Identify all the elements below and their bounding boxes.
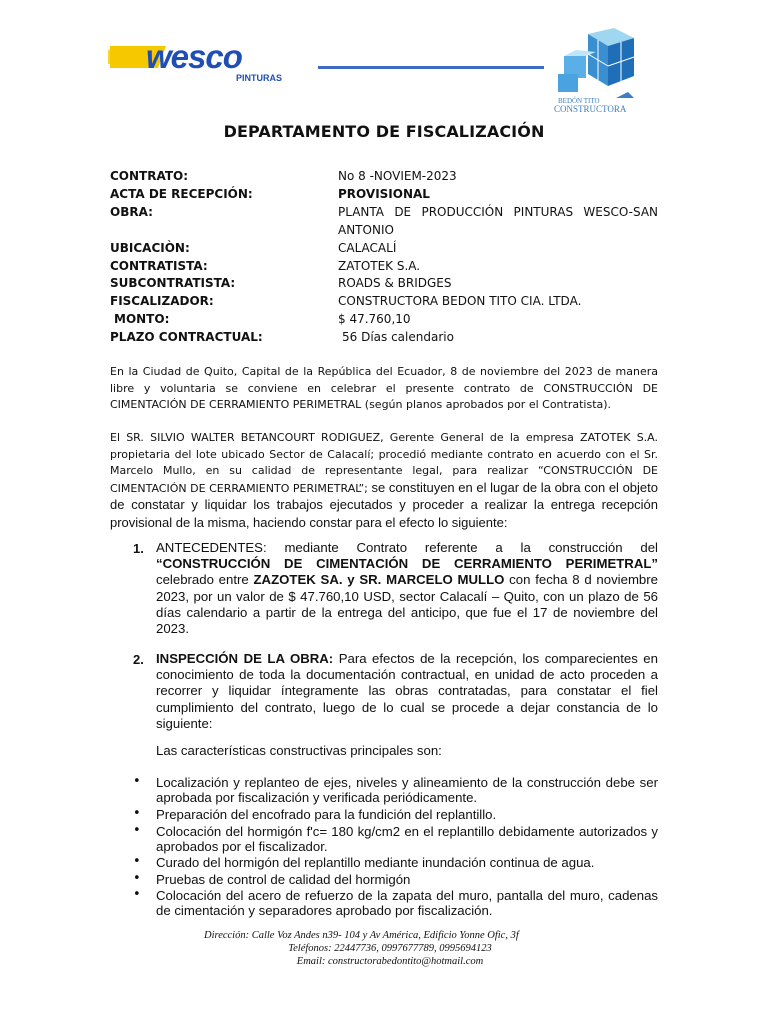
detail-label: OBRA: [110, 205, 153, 219]
item-text-part: celebrado entre [156, 572, 254, 588]
antecedentes-item [156, 540, 658, 637]
bullet-icon: • [133, 774, 141, 789]
item-text-part: mediante Contrato referente a la construcción del [266, 540, 658, 555]
intro-paragraph: En la Ciudad de Quito, Capital de la República del Ecuador, 8 de noviembre del 2023 de manera libre y voluntaria se conviene en celebrar el presente contrato de CONSTRUCCIÓN DE CIMENTACIÓN DE CERRAMIENTO PERIMETRAL (según planos aprobados por el Contratista). [110, 365, 658, 412]
footer-address: Dirección: Calle Voz Andes n39- 104 y Av América, Edificio Yonne Ofic, 3f [204, 930, 519, 941]
footer-phones: Teléfonos: 22447736, 0997677789, 0995694123 [288, 943, 492, 955]
parties-paragraph-part1: El SR. SILVIO WALTER BETANCOURT RODIGUEZ, Gerente General de la empresa ZATOTEK S.A. propietaria del lote ubicado Sector de Calacalí; procedió mediante contrato en acuerdo con el Sr. Marcelo Mullo, en su calidad de representante legal, para realizar “CONSTRUCCIÓN DE CIMENTACIÓN DE CERRAMIENTO PERIMETRAL”; [110, 431, 658, 495]
detail-label: SUBCONTRATISTA: [110, 276, 236, 290]
item-text-part: con fecha 8 d noviembre 2023, por un valor de $ 47.760,10 USD, sector Calacalí – Quito, con un plazo de 56 días calendario a partir de la entrega del anticipo, que fue el 17 de noviembre del 2023. [156, 572, 658, 637]
wesco-logo-sub: PINTURAS [236, 73, 283, 83]
bullet-item: Colocación del acero de refuerzo de la zapata del muro, pantalla del muro, cadenas de cimentación y separadores aprobado por fiscalización. [156, 888, 658, 919]
page-footer [200, 929, 580, 969]
bedon-logo-line1: BEDÓN TITO [558, 97, 600, 105]
header-divider [318, 66, 544, 69]
bullet-icon: • [133, 887, 141, 902]
footer-email: Email: constructorabedontito@hotmail.com [296, 956, 484, 968]
wesco-logo [108, 38, 293, 86]
bullet-item: Preparación del encofrado para la fundición del replantillo. [156, 807, 497, 822]
document-title: DEPARTAMENTO DE FISCALIZACIÓN [223, 122, 545, 141]
bullet-icon: • [133, 871, 141, 886]
detail-value: PROVISIONAL [338, 187, 430, 201]
detail-label: ACTA DE RECEPCIÓN: [110, 187, 253, 201]
detail-value: ZATOTEK S.A. [338, 259, 421, 273]
bullet-item: Colocación del hormigón f'c= 180 kg/cm2 en el replantillo debidamente autorizados y aprobados por el fiscalizador. [156, 824, 658, 855]
detail-value: PLANTA DE PRODUCCIÓN PINTURAS WESCO-SAN ANTONIO [338, 205, 658, 237]
item-bold-part: ZAZOTEK SA. y SR. MARCELO MULLO [253, 572, 505, 588]
detail-label: PLAZO CONTRACTUAL: [110, 330, 263, 344]
bedon-tito-logo [548, 28, 638, 116]
detail-value: ROADS & BRIDGES [338, 276, 452, 290]
parties-paragraph-part2: se constituyen en el lugar de la obra con el objeto de constatar y liquidar los trabajos ejecutados y proceder a realizar la entrega recepción provisional de la misma, haciendo constar para el efecto lo siguiente: [110, 479, 658, 530]
item-text-part: Para efectos de la recepción, los comparecientes en conocimiento de toda la documentación contractual, en unidad de acto proceden a recorrer y liquidar íntegramente las obras contratadas, para constatar el fiel cumplimiento del contrato, luego de lo cual se procede a dejar constancia de lo siguiente: [156, 651, 658, 731]
detail-value: $ 47.760,10 [338, 312, 411, 326]
bullet-item: Localización y replanteo de ejes, niveles y alineamiento de la construcción debe ser aprobada por fiscalización y verificada periódicamente. [156, 775, 658, 806]
characteristics-intro: Las características constructivas principales son: [156, 743, 442, 758]
detail-value: 56 Días calendario [342, 330, 454, 344]
inspeccion-item [156, 651, 658, 732]
detail-label: MONTO: [114, 312, 170, 326]
bullet-icon: • [133, 854, 141, 869]
bullet-item: Curado del hormigón del replantillo mediante inundación continua de agua. [156, 855, 595, 870]
parties-paragraph [110, 430, 658, 533]
detail-label: UBICACIÒN: [110, 241, 190, 255]
detail-value: CONSTRUCTORA BEDON TITO CIA. LTDA. [338, 294, 582, 308]
item-number: 1. [133, 541, 144, 556]
item-lead: ANTECEDENTES: [156, 540, 267, 555]
detail-value: No 8 -NOVIEM-2023 [338, 169, 457, 183]
detail-label: CONTRATISTA: [110, 259, 208, 273]
item-lead: INSPECCIÓN DE LA OBRA: [156, 651, 334, 666]
item-bold-part: “CONSTRUCCIÓN DE CIMENTACIÓN DE CERRAMIENTO PERIMETRAL” [156, 556, 658, 572]
bullet-icon: • [133, 823, 141, 838]
item-number: 2. [133, 652, 144, 667]
detail-value: CALACALÍ [338, 241, 397, 255]
bullet-item: Pruebas de control de calidad del hormigón [156, 872, 411, 887]
detail-label: FISCALIZADOR: [110, 294, 214, 308]
wesco-logo-text: wesco [146, 38, 242, 75]
detail-label: CONTRATO: [110, 169, 189, 183]
bedon-logo-line2: CONSTRUCTORA [554, 104, 627, 114]
bullet-icon: • [133, 806, 141, 821]
